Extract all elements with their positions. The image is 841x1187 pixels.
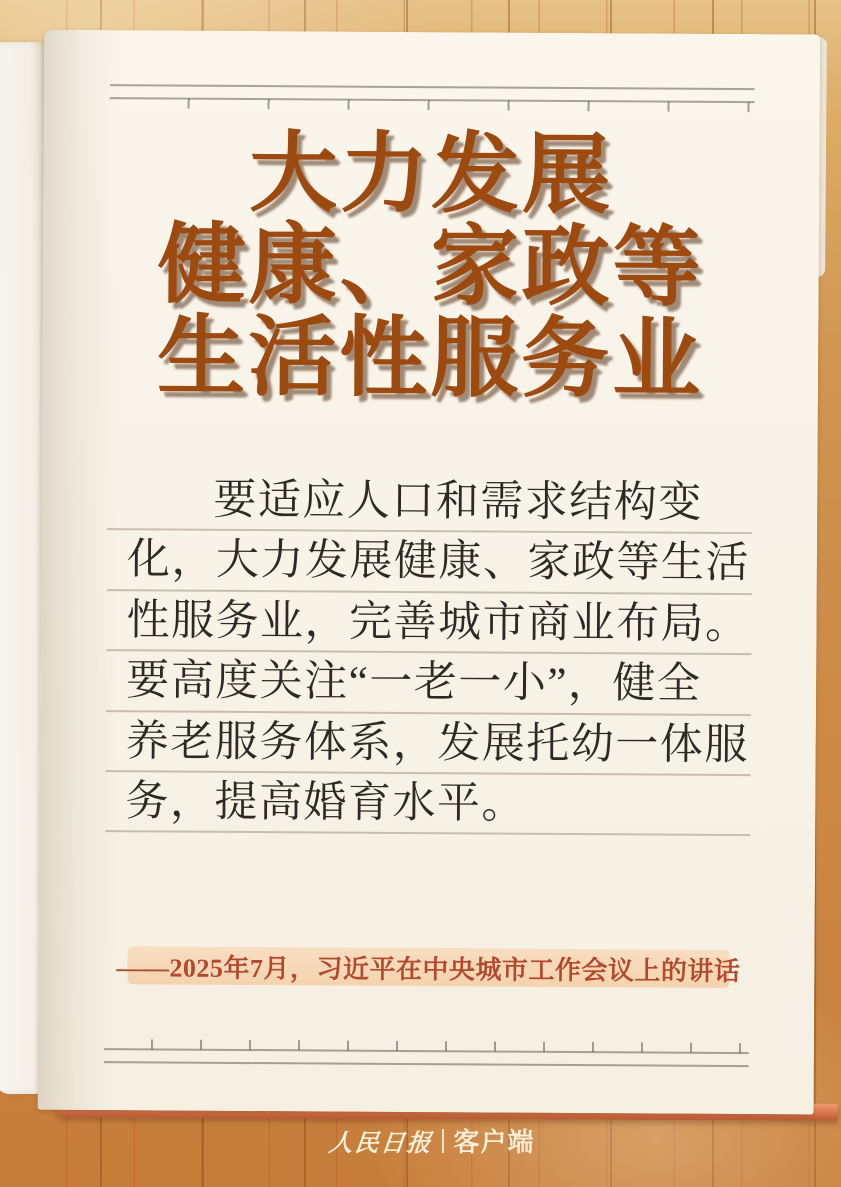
notebook-page xyxy=(38,30,821,1115)
brand-masthead-script: 人民日报 xyxy=(327,1131,435,1157)
attribution-text: ——2025年7月，习近平在中央城市工作会议上的讲话 xyxy=(116,952,741,986)
ruler-line xyxy=(104,1061,749,1067)
brand-client-label: 客户端 xyxy=(453,1127,535,1157)
title-line-3: 生活性服务业 xyxy=(156,309,704,410)
decorative-ruler-bottom xyxy=(104,1038,749,1068)
ruler-line xyxy=(110,84,755,90)
title-line-1: 大力发展 xyxy=(248,126,614,226)
quote-block xyxy=(105,470,752,836)
quote-line: 务，提高婚育水平。 xyxy=(105,772,750,836)
quote-line: 养老服务体系，发展托幼一体服 xyxy=(106,712,751,776)
decorative-ruler-top xyxy=(110,84,755,114)
quote-line: 化，大力发展健康、家政等生活 xyxy=(107,531,752,595)
quote-line: 要适应人口和需求结构变 xyxy=(107,470,752,534)
quote-line: 性服务业，完善城市商业布局。 xyxy=(106,591,751,655)
attribution-highlight-band xyxy=(116,946,741,988)
poster-title xyxy=(62,128,800,408)
title-line-2: 健康、家政等 xyxy=(157,217,705,318)
quote-line: 要高度关注“一老一小”，健全 xyxy=(106,651,751,715)
brand-logo xyxy=(44,1122,820,1159)
brand-divider xyxy=(442,1129,444,1153)
